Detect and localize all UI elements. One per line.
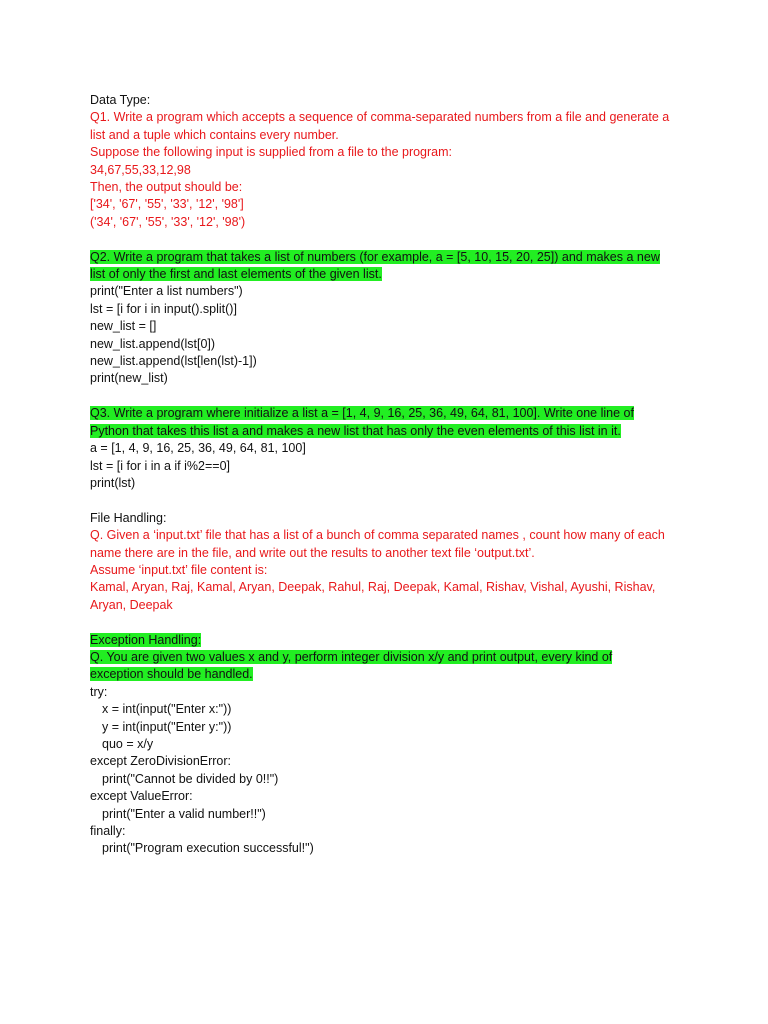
section-heading-exception-handling: Exception Handling:	[90, 632, 202, 647]
code-line: try:	[90, 684, 108, 699]
q2-highlighted-question: Q2. Write a program that takes a list of numbers (for example, a = [5, 10, 15, 20, 25]) and makes a new	[90, 249, 660, 264]
q1-text-line: list and a tuple which contains every number.	[90, 127, 339, 142]
code-line: except ValueError:	[90, 789, 193, 804]
code-line: quo = x/y	[102, 736, 154, 751]
code-line: x = int(input("Enter x:"))	[102, 702, 232, 717]
q1-text-line: Suppose the following input is supplied from a file to the program:	[90, 145, 453, 160]
code-line: print("Enter a list numbers")	[90, 284, 243, 299]
q1-text-line: ['34', '67', '55', '33', '12', '98']	[90, 197, 244, 212]
code-line: print(new_list)	[90, 371, 168, 386]
code-line: new_list.append(lst[len(lst)-1])	[90, 354, 257, 369]
q3-highlighted-question: Q3. Write a program where initialize a list a = [1, 4, 9, 16, 25, 36, 49, 64, 81, 100]. Write one line of	[90, 406, 634, 421]
code-line: lst = [i for i in input().split()]	[90, 301, 237, 316]
file-question-line: Q. Given a ‘input.txt’ file that has a list of a bunch of comma separated names , count how many of each	[90, 528, 665, 543]
q1-text-line: 34,67,55,33,12,98	[90, 162, 191, 177]
q3-highlighted-question: Python that takes this list a and makes a new list that has only the even elements of this list in it.	[90, 423, 621, 438]
code-line: print("Program execution successful!")	[102, 841, 314, 856]
exception-highlighted-question: exception should be handled.	[90, 667, 253, 682]
document-page	[90, 92, 690, 858]
code-line: print("Enter a valid number!!")	[102, 806, 266, 821]
code-line: new_list = []	[90, 319, 157, 334]
code-line: y = int(input("Enter y:"))	[102, 719, 232, 734]
code-line: new_list.append(lst[0])	[90, 336, 216, 351]
code-line: a = [1, 4, 9, 16, 25, 36, 49, 64, 81, 100]	[90, 441, 306, 456]
q1-text-line: Then, the output should be:	[90, 180, 243, 195]
q1-text-line: ('34', '67', '55', '33', '12', '98')	[90, 214, 246, 229]
spacer	[90, 231, 690, 248]
file-question-line: name there are in the file, and write out the results to another text file ‘output.txt’.	[90, 545, 535, 560]
spacer	[90, 388, 690, 405]
q2-highlighted-question: list of only the first and last elements of the given list.	[90, 267, 382, 282]
code-line: print(lst)	[90, 475, 136, 490]
code-line: print("Cannot be divided by 0!!")	[102, 771, 279, 786]
file-question-line: Assume ‘input.txt’ file content is:	[90, 562, 268, 577]
exception-highlighted-question: Q. You are given two values x and y, perform integer division x/y and print output, every kind of	[90, 649, 613, 664]
spacer	[90, 492, 690, 509]
section-heading-data-type: Data Type:	[90, 93, 151, 107]
code-line: lst = [i for i in a if i%2==0]	[90, 458, 230, 473]
file-question-line: Kamal, Aryan, Raj, Kamal, Aryan, Deepak, Rahul, Raj, Deepak, Kamal, Rishav, Vishal, Ayushi, Rishav,	[90, 580, 656, 595]
spacer	[90, 614, 690, 631]
section-heading-file-handling: File Handling:	[90, 510, 167, 525]
file-question-line: Aryan, Deepak	[90, 597, 173, 612]
q1-text-line: Q1. Write a program which accepts a sequence of comma-separated numbers from a file and generate a	[90, 110, 670, 125]
code-line: finally:	[90, 824, 126, 838]
code-line: except ZeroDivisionError:	[90, 754, 232, 769]
